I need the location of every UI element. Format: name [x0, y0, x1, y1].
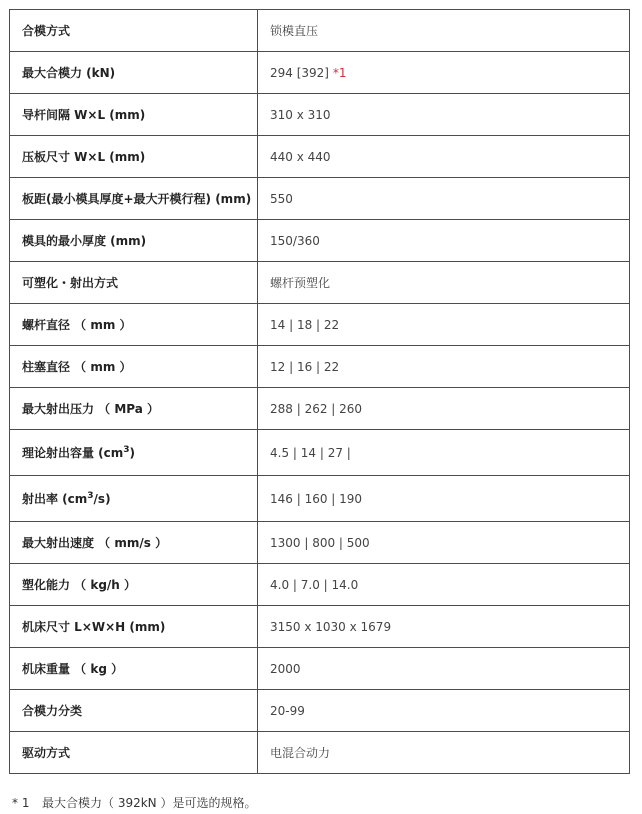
- row-label-plasticizing-capacity: 塑化能力 （ kg/h ）: [10, 564, 258, 606]
- row-label-drive-method: 驱动方式: [10, 732, 258, 774]
- injection-volume-label-close: ): [129, 446, 136, 460]
- table-row: [10, 346, 630, 388]
- row-label-min-mold-thickness: 模具的最小厚度 (mm): [10, 220, 258, 262]
- row-value-machine-dimensions: 3150 x 1030 x 1679: [258, 606, 630, 648]
- table-row: [10, 220, 630, 262]
- table-row: [10, 304, 630, 346]
- row-value-screw-diameter: 14 | 18 | 22: [258, 304, 630, 346]
- row-value-platen-size: 440 x 440: [258, 136, 630, 178]
- row-label-clamping-force-class: 合模力分类: [10, 690, 258, 732]
- superscript: 3: [87, 491, 94, 501]
- table-row: [10, 52, 630, 94]
- row-value-injection-rate: 146 | 160 | 190: [258, 476, 630, 522]
- row-label-tie-bar-spacing: 导杆间隔 W×L (mm): [10, 94, 258, 136]
- row-value-drive-method: 电混合动力: [258, 732, 630, 774]
- footnote-marker: *1: [332, 65, 347, 80]
- row-value-max-clamping-force: [258, 52, 630, 94]
- row-value-clamping-method: 锁模直压: [258, 10, 630, 52]
- footnote: [12, 794, 256, 811]
- table-row: [10, 178, 630, 220]
- table-row: [10, 732, 630, 774]
- row-label-plasticizing-method: 可塑化・射出方式: [10, 262, 258, 304]
- row-label-clamping-method: 合模方式: [10, 10, 258, 52]
- row-value-machine-weight: 2000: [258, 648, 630, 690]
- injection-rate-label-close: /s): [93, 492, 111, 506]
- row-label-plunger-diameter: 柱塞直径 （ mm ）: [10, 346, 258, 388]
- table-row: [10, 136, 630, 178]
- injection-rate-label-text: 射出率 (cm: [22, 492, 88, 506]
- row-value-plasticizing-capacity: 4.0 | 7.0 | 14.0: [258, 564, 630, 606]
- row-value-injection-volume: 4.5 | 14 | 27 |: [258, 430, 630, 476]
- row-label-daylight: 板距(最小模具厚度+最大开模行程) (mm): [10, 178, 258, 220]
- row-value-daylight: 550: [258, 178, 630, 220]
- table-row: [10, 10, 630, 52]
- table-row: [10, 262, 630, 304]
- superscript: 3: [123, 445, 130, 455]
- table-row: [10, 648, 630, 690]
- spec-table: [9, 9, 630, 774]
- row-label-injection-volume: [10, 430, 258, 476]
- table-row: [10, 606, 630, 648]
- row-label-platen-size: 压板尺寸 W×L (mm): [10, 136, 258, 178]
- row-value-max-injection-pressure: 288 | 262 | 260: [258, 388, 630, 430]
- table-row: [10, 476, 630, 522]
- row-label-machine-dimensions: 机床尺寸 L×W×H (mm): [10, 606, 258, 648]
- row-label-injection-rate: [10, 476, 258, 522]
- table-row: [10, 690, 630, 732]
- footnote-text: 最大合模力（ 392kN ）是可选的规格。: [42, 796, 257, 810]
- row-value-min-mold-thickness: 150/360: [258, 220, 630, 262]
- max-clamping-force-value: 294 [392]: [270, 65, 329, 80]
- footnote-number: * 1: [12, 796, 30, 810]
- row-label-screw-diameter: 螺杆直径 （ mm ）: [10, 304, 258, 346]
- injection-volume-label-text: 理论射出容量 (cm: [22, 446, 124, 460]
- row-value-plunger-diameter: 12 | 16 | 22: [258, 346, 630, 388]
- row-value-tie-bar-spacing: 310 x 310: [258, 94, 630, 136]
- row-value-max-injection-speed: 1300 | 800 | 500: [258, 522, 630, 564]
- row-label-max-clamping-force: 最大合模力 (kN): [10, 52, 258, 94]
- table-row: [10, 388, 630, 430]
- row-value-clamping-force-class: 20-99: [258, 690, 630, 732]
- row-value-plasticizing-method: 螺杆预塑化: [258, 262, 630, 304]
- row-label-machine-weight: 机床重量 （ kg ）: [10, 648, 258, 690]
- table-row: [10, 430, 630, 476]
- row-label-max-injection-pressure: 最大射出压力 （ MPa ）: [10, 388, 258, 430]
- table-row: [10, 94, 630, 136]
- table-row: [10, 522, 630, 564]
- row-label-max-injection-speed: 最大射出速度 （ mm/s ）: [10, 522, 258, 564]
- table-row: [10, 564, 630, 606]
